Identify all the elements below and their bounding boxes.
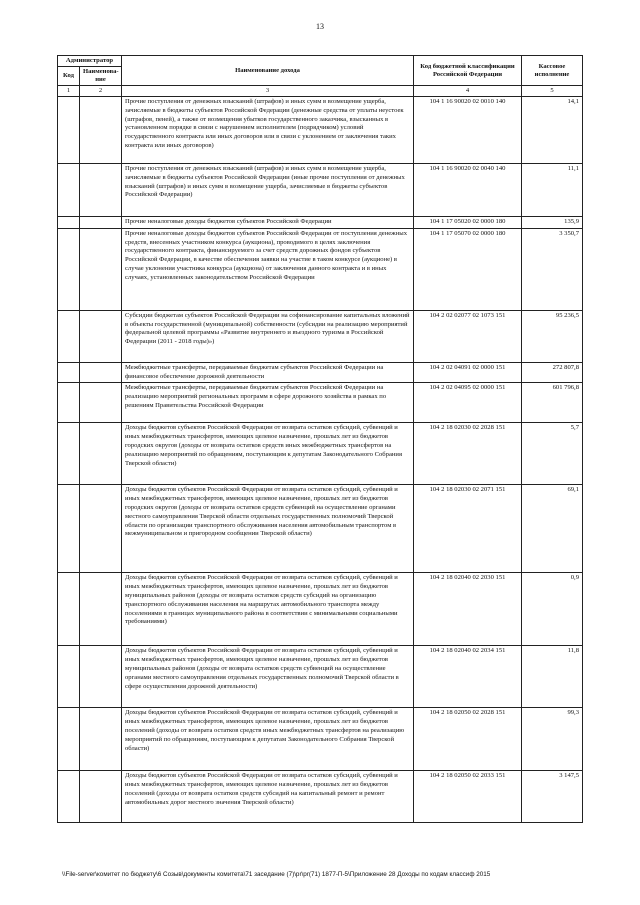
page-number: 13 bbox=[316, 22, 324, 31]
budget-code-cell: 104 2 18 02050 02 2033 151 bbox=[414, 771, 522, 823]
kod-cell bbox=[58, 423, 80, 485]
budget-code-cell: 104 2 18 02040 02 2030 151 bbox=[414, 573, 522, 646]
kod-cell bbox=[58, 228, 80, 310]
budget-code-cell: 104 2 18 02040 02 2034 151 bbox=[414, 646, 522, 708]
budget-code-cell: 104 2 18 02030 02 2028 151 bbox=[414, 423, 522, 485]
table-row bbox=[58, 646, 583, 708]
table-row bbox=[58, 217, 583, 229]
income-name-cell: Доходы бюджетов субъектов Российской Федерации от возврата остатков субсидий, субвенций и иных межбюджетных трансфертов, имеющих целевое назначение, прошлых лет из бюджетов городских округов (доходы от возврата остатков средств субвенций на осуществление органами местного самоуправления Тверской области отдельных государственных полномочий Тверской области по организации транспортного обслуживания населения автомобильным транспортом в межмуниципальном и пригородном сообщении Тверской области) bbox=[122, 485, 414, 573]
column-number-row bbox=[58, 86, 583, 97]
table-row bbox=[58, 164, 583, 217]
naimenovanie-header: Наименова-ние bbox=[80, 67, 122, 86]
budget-code-cell: 104 1 17 05020 02 0000 180 bbox=[414, 217, 522, 229]
amount-cell: 95 236,5 bbox=[522, 310, 583, 362]
income-name-cell: Доходы бюджетов субъектов Российской Федерации от возврата остатков субсидий, субвенций и иных межбюджетных трансфертов, имеющих целевое назначение, прошлых лет из бюджетов муниципальных районов (доходы от возврата остатков средств субвенций на осуществление органами местного самоуправления отдельных государственных полномочий Тверской области в сфере осуществления дорожной деятельности) bbox=[122, 646, 414, 708]
naimenovanie-cell bbox=[80, 217, 122, 229]
amount-cell: 11,8 bbox=[522, 646, 583, 708]
budget-code-cell: 104 2 02 04095 02 0000 151 bbox=[414, 383, 522, 423]
kod-cell bbox=[58, 97, 80, 164]
kod-cell bbox=[58, 646, 80, 708]
income-name-cell: Доходы бюджетов субъектов Российской Федерации от возврата остатков субсидий, субвенций и иных межбюджетных трансфертов, имеющих целевое назначение, прошлых лет из бюджетов поселений (доходы от возврата остатков средств субсидий на капитальный ремонт и ремонт автомобильных дорог местного значения Тверской области) bbox=[122, 771, 414, 823]
kod-cell bbox=[58, 573, 80, 646]
column-number: 5 bbox=[522, 86, 583, 97]
income-name-cell: Прочие неналоговые доходы бюджетов субъектов Российской Федерации от поступления денежных средств, внесенных участником конкурса (аукциона), проводимого в целях заключения государственного контракта, финансируемого за счет средств дорожных фондов субъектов Российской Федерации, в качестве обеспечения заявки на участие в таком конкурсе (аукционе) в случае уклонения участника конкурса (аукциона) от заключения данного контракта и в иных случаях, установленных законодательством Российской Федерации bbox=[122, 228, 414, 310]
table-row bbox=[58, 97, 583, 164]
budget-code-cell: 104 1 17 05070 02 0000 180 bbox=[414, 228, 522, 310]
naimenovanie-cell bbox=[80, 164, 122, 217]
amount-cell: 3 147,5 bbox=[522, 771, 583, 823]
kod-header: Код bbox=[58, 67, 80, 86]
budget-code-cell: 104 2 18 02030 02 2071 151 bbox=[414, 485, 522, 573]
naimenovanie-cell bbox=[80, 708, 122, 771]
amount-cell: 601 796,8 bbox=[522, 383, 583, 423]
kod-cell bbox=[58, 362, 80, 383]
table-row bbox=[58, 383, 583, 423]
naimenovanie-cell bbox=[80, 423, 122, 485]
amount-cell: 11,1 bbox=[522, 164, 583, 217]
amount-cell: 3 350,7 bbox=[522, 228, 583, 310]
naimenovanie-cell bbox=[80, 310, 122, 362]
kod-cell bbox=[58, 708, 80, 771]
income-name-cell: Межбюджетные трансферты, передаваемые бюджетам субъектов Российской Федерации на реализацию мероприятий региональных программ в сфере дорожного хозяйства в рамках по решениям Правительства Российской Федерации bbox=[122, 383, 414, 423]
budget-code-cell: 104 1 16 90020 02 0040 140 bbox=[414, 164, 522, 217]
naimenovanie-cell bbox=[80, 771, 122, 823]
kod-cell bbox=[58, 771, 80, 823]
income-name-cell: Доходы бюджетов субъектов Российской Федерации от возврата остатков субсидий, субвенций и иных межбюджетных трансфертов, имеющих целевое назначение, прошлых лет из бюджетов поселений (доходы от возврата остатков средств иных межбюджетных трансфертов на реализацию мероприятий по обращениям, поступающим к депутатам Законодательного Собрания Тверской области) bbox=[122, 708, 414, 771]
table-row bbox=[58, 228, 583, 310]
column-number: 2 bbox=[80, 86, 122, 97]
amount-cell: 5,7 bbox=[522, 423, 583, 485]
income-name-cell: Субсидии бюджетам субъектов Российской Федерации на софинансирование капитальных вложений в объекты государственной (муниципальной) собственности (субсидии на реализацию мероприятий федеральной целевой программы «Развитие внутреннего и въездного туризма в Российской Федерации (2011 - 2018 годы)») bbox=[122, 310, 414, 362]
income-name-cell: Доходы бюджетов субъектов Российской Федерации от возврата остатков субсидий, субвенций и иных межбюджетных трансфертов, имеющих целевое назначение, прошлых лет из бюджетов городских округов (доходы от возврата остатков средств иных межбюджетных трансфертов на реализацию мероприятий по обращениям, поступающим к депутатам Законодательного Собрания Тверской области) bbox=[122, 423, 414, 485]
amount-cell: 99,3 bbox=[522, 708, 583, 771]
kod-cell bbox=[58, 164, 80, 217]
income-name-cell: Межбюджетные трансферты, передаваемые бюджетам субъектов Российской Федерации на финансовое обеспечение дорожной деятельности bbox=[122, 362, 414, 383]
income-table bbox=[57, 55, 583, 823]
budget-code-cell: 104 2 02 02077 02 1073 151 bbox=[414, 310, 522, 362]
naimenovanie-cell bbox=[80, 573, 122, 646]
cash-execution-header: Кассовое исполнение bbox=[522, 56, 583, 86]
naimenovanie-cell bbox=[80, 383, 122, 423]
column-number: 1 bbox=[58, 86, 80, 97]
kod-cell bbox=[58, 217, 80, 229]
table-row bbox=[58, 573, 583, 646]
income-name-cell: Прочие неналоговые доходы бюджетов субъектов Российской Федерации bbox=[122, 217, 414, 229]
budget-code-cell: 104 2 18 02050 02 2028 151 bbox=[414, 708, 522, 771]
income-name-cell: Прочие поступления от денежных взысканий (штрафов) и иных сумм в возмещение ущерба, зачисляемые в бюджеты субъектов Российской Федерации (денежные средства от уплаты неустоек (штрафов, пеней), а также от возмещения убытков государственного заказчика, взысканных в установленном порядке в связи с нарушением исполнителем (подрядчиком) условий государственного контракта или иных договоров или в связи с уклонением от заключения таких контракта или иных договоров) bbox=[122, 97, 414, 164]
amount-cell: 272 807,8 bbox=[522, 362, 583, 383]
naimenovanie-cell bbox=[80, 362, 122, 383]
footer-file-path: \\File-server\комитет по бюджету\6 Созыв\документы комитета\71 заседание (7)\pr\pr(71) 1877-П-5\Приложение 28 Доходы по кодам классиф 2015 bbox=[62, 871, 491, 878]
table-row bbox=[58, 485, 583, 573]
amount-cell: 14,1 bbox=[522, 97, 583, 164]
column-number: 3 bbox=[122, 86, 414, 97]
kod-cell bbox=[58, 383, 80, 423]
table-row bbox=[58, 362, 583, 383]
column-number: 4 bbox=[414, 86, 522, 97]
income-name-header: Наименование дохода bbox=[122, 56, 414, 86]
naimenovanie-cell bbox=[80, 646, 122, 708]
income-name-cell: Доходы бюджетов субъектов Российской Федерации от возврата остатков субсидий, субвенций и иных межбюджетных трансфертов, имеющих целевое назначение, прошлых лет из бюджетов муниципальных районов (доходы от возврата остатков средств субсидий на организацию транспортного обслуживания населения на маршрутах автомобильного транспорта между поселениями в границах муниципального района в соответствии с минимальными социальными требованиями) bbox=[122, 573, 414, 646]
budget-code-header: Код бюджетной классификации Российской Федерации bbox=[414, 56, 522, 86]
table-row bbox=[58, 423, 583, 485]
amount-cell: 0,9 bbox=[522, 573, 583, 646]
budget-code-cell: 104 1 16 90020 02 0010 140 bbox=[414, 97, 522, 164]
table-row bbox=[58, 708, 583, 771]
amount-cell: 69,1 bbox=[522, 485, 583, 573]
kod-cell bbox=[58, 310, 80, 362]
table-row bbox=[58, 310, 583, 362]
naimenovanie-cell bbox=[80, 485, 122, 573]
budget-code-cell: 104 2 02 04091 02 0000 151 bbox=[414, 362, 522, 383]
amount-cell: 135,9 bbox=[522, 217, 583, 229]
administrator-header: Администратор bbox=[58, 56, 122, 67]
naimenovanie-cell bbox=[80, 97, 122, 164]
kod-cell bbox=[58, 485, 80, 573]
income-name-cell: Прочие поступления от денежных взысканий (штрафов) и иных сумм в возмещение ущерба, зачисляемые в бюджеты субъектов Российской Федерации (иные прочие поступления от денежных взысканий (штрафов) и иных сумм в возмещение ущерба, зачисляемые в бюджеты субъектов Российской Федерации) bbox=[122, 164, 414, 217]
table-row bbox=[58, 771, 583, 823]
naimenovanie-cell bbox=[80, 228, 122, 310]
